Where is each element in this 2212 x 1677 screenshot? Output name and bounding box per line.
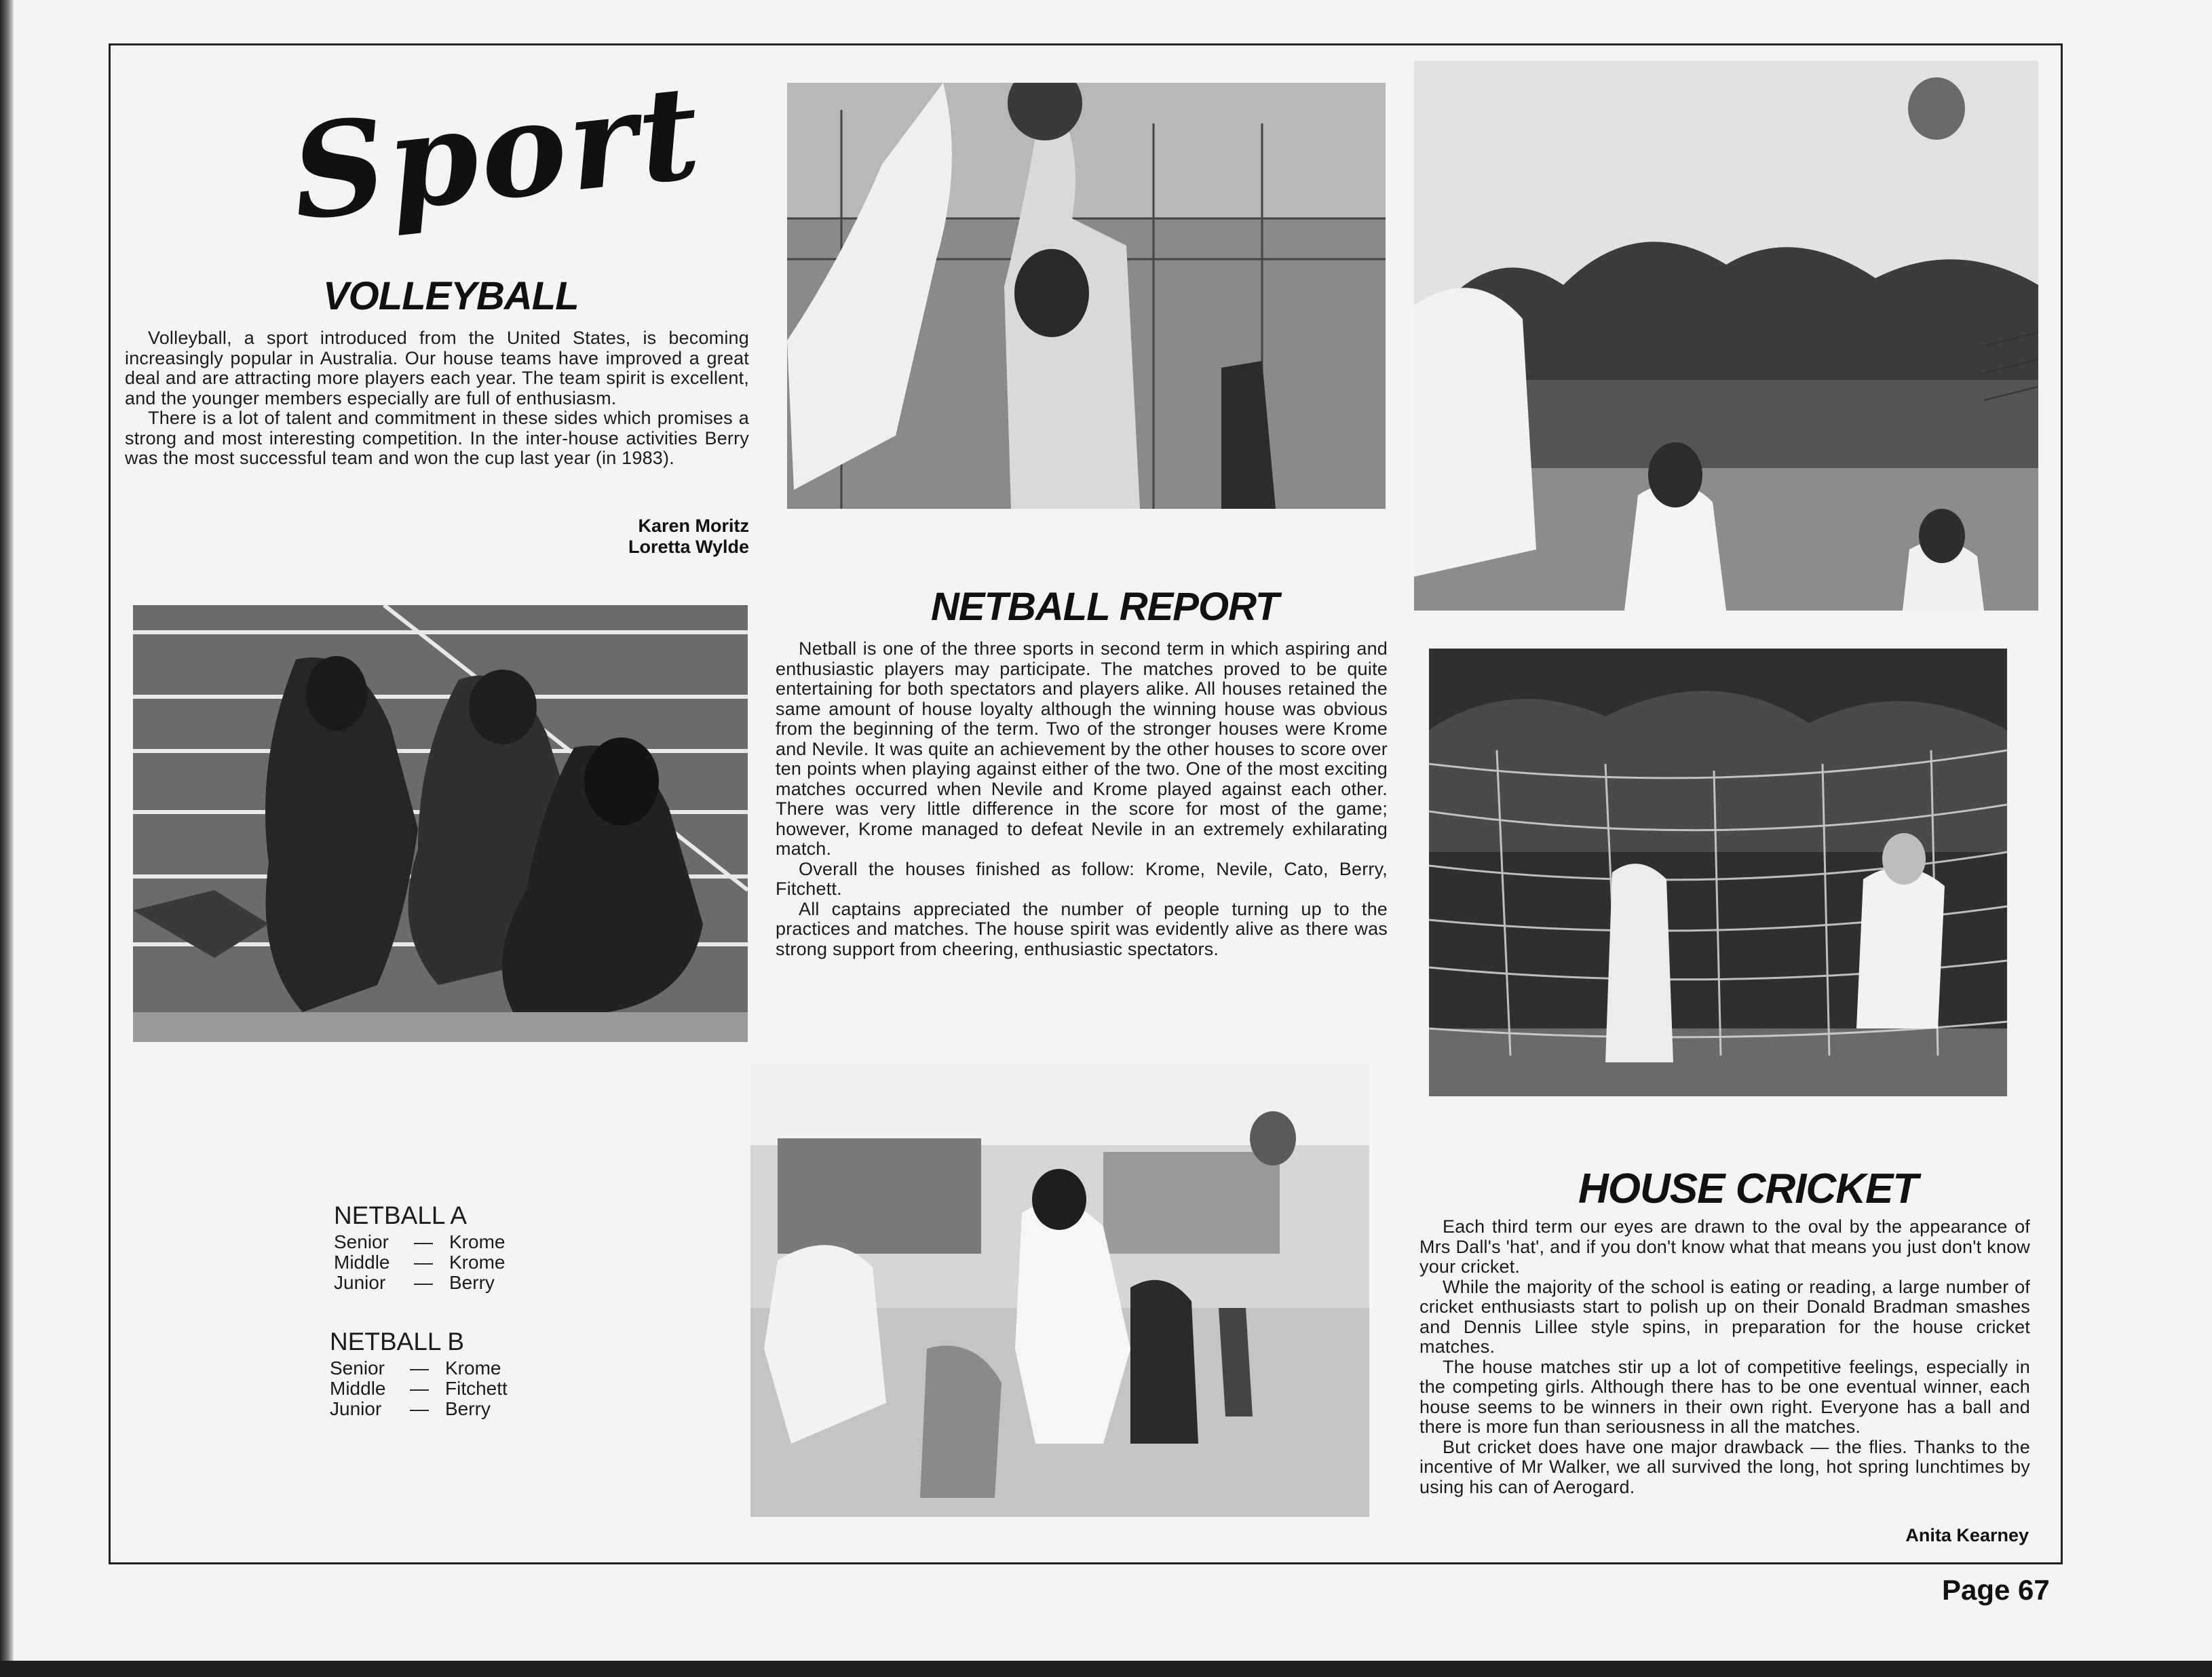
netball-report-article	[776, 639, 1388, 959]
results-level: Junior	[334, 1272, 386, 1293]
netball-report-paragraph-1: Netball is one of the three sports in second term in which aspiring and enthusiastic players may participate. The matches proved to be quite entertaining for both spectators and players alike. All houses retained the same amount of house loyalty although the winning house was obvious from the beginning of the term. Two of the stronger houses were Krome and Nevile. It was quite an achievement by the other houses to score over ten points when playing against either of the two. One of the most exciting matches occurred when Nevile and Krome played against each other. There was very little difference in the score for most of the game; however, Krome managed to defeat Nevile in an extremely exhilarating match.	[776, 638, 1388, 859]
results-level: Junior	[330, 1398, 382, 1419]
results-level: Middle	[330, 1378, 386, 1399]
results-row	[330, 1379, 547, 1399]
netball-a-title: NETBALL A	[334, 1201, 468, 1229]
volleyball-article	[125, 328, 749, 469]
results-house: Krome	[445, 1357, 501, 1379]
results-house: Berry	[445, 1398, 491, 1419]
netball-b-results	[330, 1327, 547, 1419]
netball-b-title: NETBALL B	[330, 1328, 465, 1355]
house-cricket-paragraph-4: But cricket does have one major drawback — the flies. Thanks to the incentive of Mr Walker, we all survived the long, hot spring lunchtimes by using his can of Aerogard.	[1419, 1436, 2030, 1497]
results-dash: —	[414, 1272, 433, 1293]
results-row	[334, 1232, 551, 1252]
photo-netball-match	[750, 1064, 1369, 1517]
volleyball-paragraph-2: There is a lot of talent and commitment in these sides which promises a strong and most interesting competition. In the inter-house activities Berry was the most successful team and won the cup last year (in 1983).	[125, 408, 749, 468]
results-house: Krome	[449, 1231, 506, 1252]
results-dash: —	[410, 1398, 429, 1419]
results-row	[330, 1399, 547, 1419]
photo-volleyball-outdoors	[1414, 61, 2038, 611]
house-cricket-heading: HOUSE CRICKET	[1578, 1165, 1918, 1212]
netball-report-paragraph-3: All captains appreciated the number of people turning up to the practices and matches. The house spirit was evidently alive as there was strong support from cheering, enthusiastic spectators.	[776, 898, 1388, 959]
house-cricket-paragraph-2: While the majority of the school is eating or reading, a large number of cricket enthusiasts start to polish up on their Donald Bradman smashes and Dennis Lillee style spins, in preparation for the house cricket matches.	[1419, 1276, 2030, 1357]
results-row	[334, 1252, 551, 1273]
results-level: Middle	[334, 1252, 390, 1273]
volleyball-authors	[546, 516, 749, 558]
results-level: Senior	[330, 1357, 385, 1379]
netball-report-heading: NETBALL REPORT	[931, 585, 1279, 629]
page-binding-shadow	[0, 0, 14, 1677]
results-house: Berry	[449, 1272, 495, 1293]
photo-students-seated-on-court	[133, 605, 748, 1042]
netball-report-paragraph-2: Overall the houses finished as follow: Krome, Nevile, Cato, Berry, Fitchett.	[776, 858, 1388, 899]
author-name: Loretta Wylde	[628, 537, 749, 557]
house-cricket-article	[1419, 1217, 2030, 1497]
photo-netball-shot-at-goal	[787, 83, 1386, 509]
results-dash: —	[414, 1231, 433, 1252]
page-title: Sport	[284, 56, 709, 250]
results-dash: —	[414, 1252, 433, 1273]
results-dash: —	[410, 1378, 429, 1399]
results-level: Senior	[334, 1231, 389, 1252]
results-row	[330, 1358, 547, 1379]
results-row	[334, 1273, 551, 1293]
page-bottom-edge	[0, 1661, 2212, 1677]
volleyball-paragraph-1: Volleyball, a sport introduced from the United States, is becoming increasingly popular in Australia. Our house teams have improved a great deal and are attracting more players each year. The team spirit is excellent, and the younger members especially are full of enthusiasm.	[125, 328, 749, 408]
house-cricket-author: Anita Kearney	[1905, 1525, 2029, 1545]
house-cricket-paragraph-1: Each third term our eyes are drawn to the oval by the appearance of Mrs Dall's 'hat', and if you don't know what that means you just don't know your cricket.	[1419, 1216, 2030, 1277]
page-number: Page 67	[1942, 1574, 2050, 1606]
photo-volleyball-net-play	[1429, 649, 2007, 1096]
author-name: Karen Moritz	[638, 516, 749, 536]
results-house: Fitchett	[445, 1378, 508, 1399]
volleyball-heading: VOLLEYBALL	[323, 274, 579, 318]
netball-a-results	[334, 1201, 551, 1293]
house-cricket-paragraph-3: The house matches stir up a lot of competitive feelings, especially in the competing girls. Although there has to be one eventual winner, each house seems to be winners in their own right. Everyone has a ball and there is more fun than seriousness in all the matches.	[1419, 1356, 2030, 1437]
results-house: Krome	[449, 1252, 506, 1273]
results-dash: —	[410, 1357, 429, 1379]
